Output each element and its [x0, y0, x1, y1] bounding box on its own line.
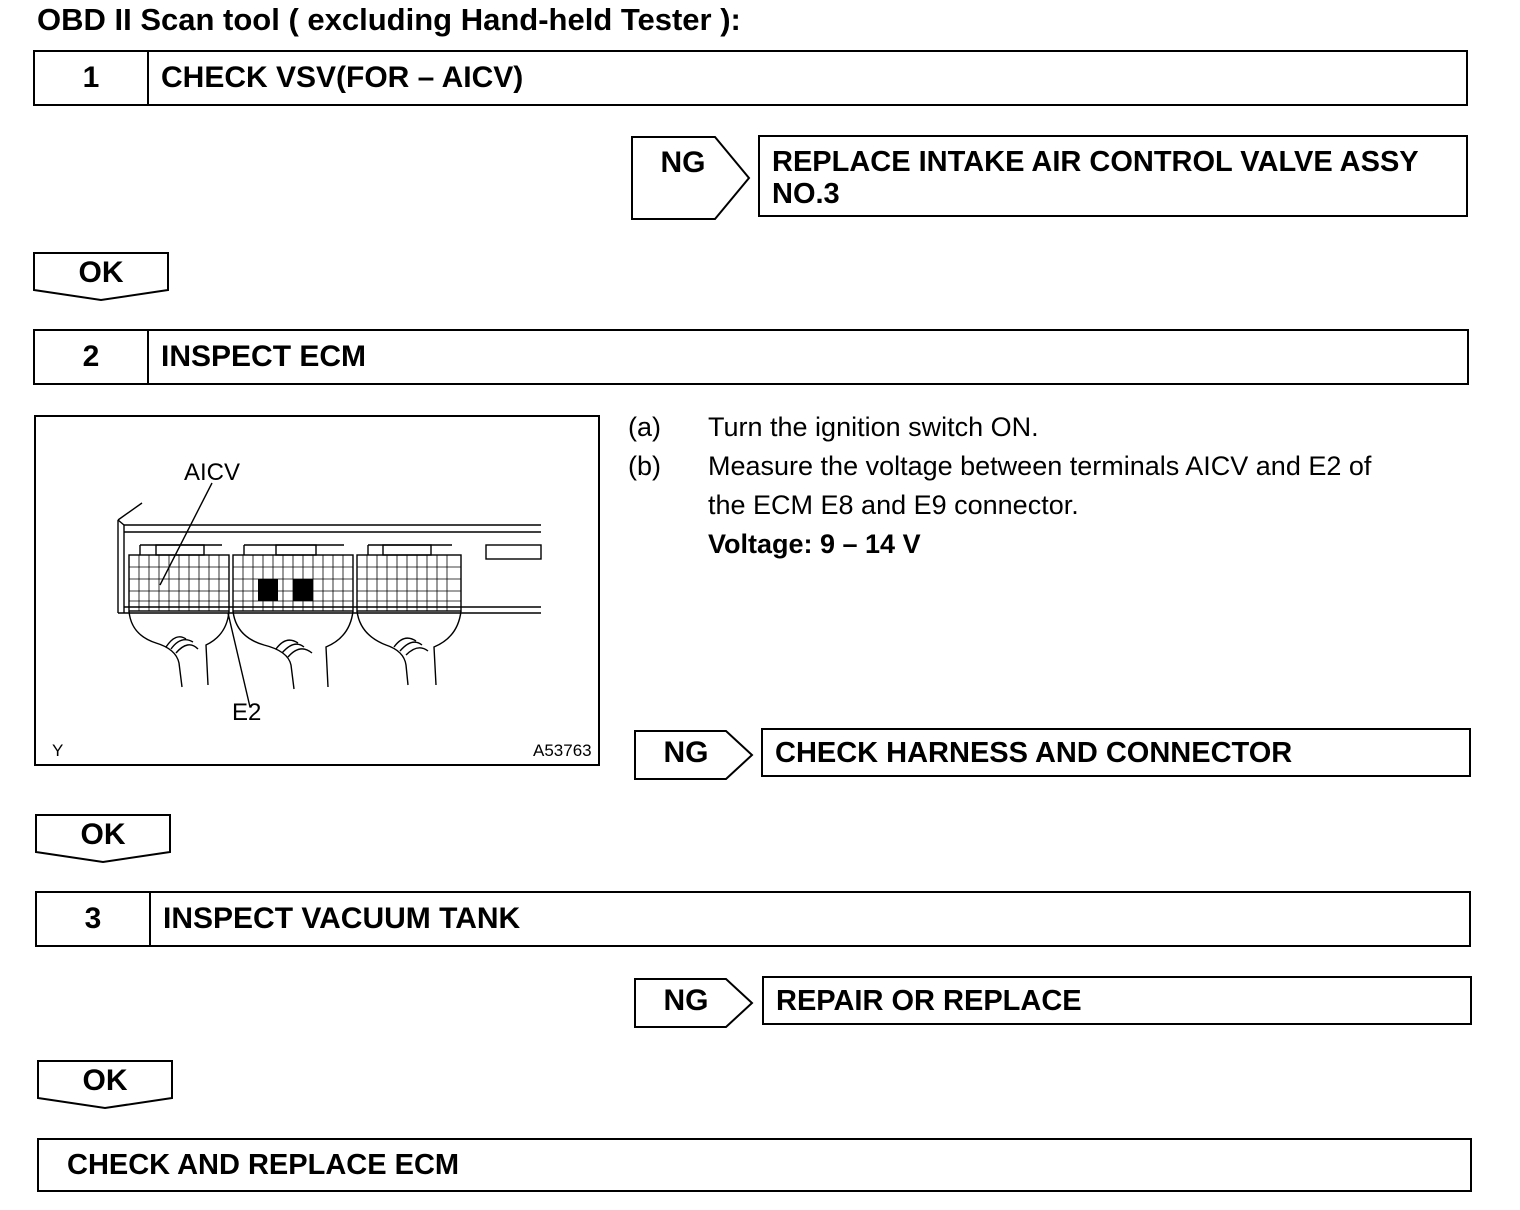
- step-1-number: 1: [35, 52, 149, 104]
- step-1-ng-result-line2: NO.3: [772, 178, 840, 210]
- figure-code: A53763: [533, 741, 592, 760]
- ecm-connector-figure: [34, 415, 600, 766]
- figure-label-e2: E2: [232, 699, 262, 726]
- step-1-ng-label: NG: [660, 146, 706, 179]
- final-action-text: CHECK AND REPLACE ECM: [67, 1148, 460, 1181]
- step-3-title: INSPECT VACUUM TANK: [163, 902, 521, 935]
- step-2-ng-result: [761, 728, 1471, 777]
- step-3-ng-result: [762, 976, 1472, 1025]
- step-3-ok-label: OK: [82, 1064, 128, 1097]
- step-1-ok-label: OK: [78, 256, 124, 289]
- page-heading: OBD II Scan tool ( excluding Hand-held Tester ):: [37, 2, 741, 37]
- step-3-ng-result-text: REPAIR OR REPLACE: [776, 985, 1082, 1017]
- step-2-ok-label: OK: [80, 818, 126, 851]
- instruction-a-label: (a): [628, 412, 661, 442]
- instruction-a: [628, 408, 1478, 448]
- step-3-header: [35, 891, 1471, 947]
- step-1-ok-tag: [33, 252, 169, 302]
- step-2-header: [33, 329, 1469, 385]
- step-1-ng-result: [758, 135, 1468, 217]
- instruction-b-line1: Measure the voltage between terminals AICV and E2 of: [708, 451, 1372, 481]
- step-2-ng-label: NG: [663, 736, 709, 769]
- instruction-b-line2: the ECM E8 and E9 connector.: [708, 490, 1079, 520]
- figure-label-aicv: AICV: [184, 459, 241, 486]
- step-3-number: 3: [37, 893, 151, 945]
- ecm-connector-diagram: [36, 417, 598, 764]
- step-2-title: INSPECT ECM: [161, 340, 367, 373]
- step-1-header: [33, 50, 1468, 106]
- step-2-ng-tag: [634, 730, 754, 780]
- instruction-b-label: (b): [628, 451, 661, 481]
- step-1-ng-result-line1: REPLACE INTAKE AIR CONTROL VALVE ASSY: [772, 146, 1419, 178]
- step-3-ok-tag: [37, 1060, 173, 1110]
- voltage-spec: Voltage: 9 – 14 V: [708, 529, 921, 559]
- step-3-ng-tag: [634, 978, 754, 1028]
- instruction-b: [628, 447, 1478, 567]
- step-1-title: CHECK VSV(FOR – AICV): [161, 61, 524, 94]
- step-1-ng-tag: [631, 136, 751, 220]
- step-2-ng-result-text: CHECK HARNESS AND CONNECTOR: [775, 737, 1293, 769]
- final-action: [37, 1138, 1472, 1192]
- step-3-ng-label: NG: [663, 984, 709, 1017]
- figure-corner-left: Y: [52, 741, 64, 760]
- instruction-a-text: Turn the ignition switch ON.: [708, 412, 1039, 442]
- step-2-number: 2: [35, 331, 149, 383]
- step-2-ok-tag: [35, 814, 171, 864]
